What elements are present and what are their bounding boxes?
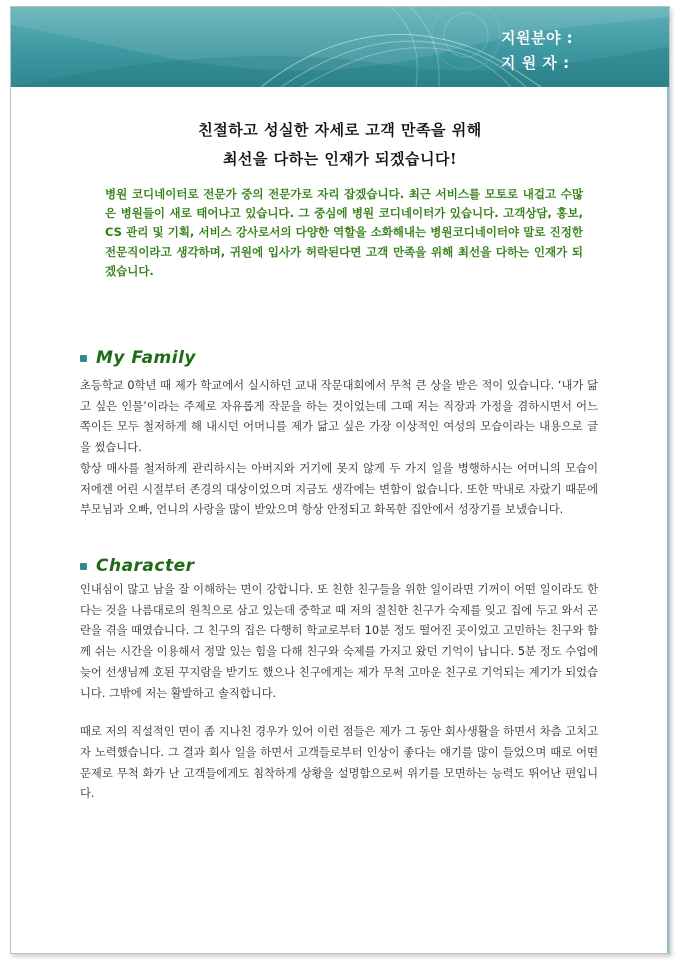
- intro-paragraph: 병원 코디네이터로 전문가 중의 전문가로 자리 잡겠습니다. 최근 서비스를 모토로 내걸고 수많은 병원들이 새로 태어나고 있습니다. 그 중심에 병원 코디네이터가 있습니다. 고객상담, 홍보, CS 관리 및 기획, 서비스 강사로서의 다양한 역할을 소화해내는 병원코디네이터야 말로 진정한 전문직이라고 생각하며, 귀원에 입사가 허락된다면 고객 만족을 위해 최선을 다하는 인재가 되겠습니다.: [105, 187, 583, 278]
- headline-line-2: 최선을 다하는 인재가 되겠습니다!: [222, 150, 458, 168]
- section-title: My Family: [96, 348, 197, 368]
- paragraph: 때로 저의 직설적인 면이 좀 지나친 경우가 있어 이런 점들은 제가 그 동안 회사생활을 하면서 차츰 고치고자 노력했습니다. 그 결과 회사 일을 하면서 고객들로부터 인상이 좋다는 얘기를 많이 들었으며 때로 어떤 문제로 무척 화가 난 고객들에게도 침착하게 상황을 설명함으로써 위기를 모면하는 능력도 뛰어난 편입니다.: [80, 725, 598, 801]
- section-heading-character: [80, 556, 195, 576]
- headline-line-1: 친절하고 성실한 자세로 고객 만족을 위해: [198, 121, 482, 139]
- paragraph: 항상 매사를 철저하게 관리하시는 아버지와 거기에 못지 않게 두 가지 일을 병행하시는 어머니의 모습이 저에겐 어린 시절부터 존경의 대상이었으며 지금도 생각에는 변함이 없습니다. 또한 막내로 자랐기 때문에 부모님과 오빠, 언니의 사랑을 많이 받았으며 항상 안정되고 화목한 집안에서 성장기를 보냈습니다.: [80, 461, 598, 517]
- right-accent-stripe: [667, 87, 669, 953]
- paragraph: 초등학교 0학년 때 제가 학교에서 실시하던 교내 작문대회에서 무척 큰 상을 받은 적이 있습니다. ‘내가 닮고 싶은 인물’이라는 주제로 자유롭게 작문을 하는 것이었는데 그때 저는 직장과 가정을 겸하시면서 어느 쪽이든 모두 철저하게 해 내시던 어머니를 제가 닮고 싶은 가장 이상적인 여성의 모습이라는 내용으로 글을 썼습니다.: [80, 379, 598, 455]
- square-bullet-icon: [80, 563, 87, 570]
- applicant-label: 지 원 자 :: [501, 54, 570, 72]
- paragraph: 인내심이 많고 남을 잘 이해하는 면이 강합니다. 또 친한 친구들을 위한 일이라면 기꺼이 어떤 일이라도 한다는 것을 나름대로의 원칙으로 삼고 있는데 중학교 때 저의 절친한 친구가 숙제를 잊고 집에 두고 와서 곤란을 겪을 때였습니다. 그 친구의 집은 다행히 학교로부터 10분 정도 떨어진 곳이었고 고민하는 친구와 함께 쉬는 시간을 이용해서 정말 있는 힘을 다해 친구와 숙제를 가지고 왔던 기억이 납니다. 5분 정도 수업에 늦어 선생님께 호된 꾸지람을 받기도 했으나 친구에게는 제가 무척 고마운 친구로 기억되는 계기가 되었습니다. 그밖에 저는 활발하고 솔직합니다.: [80, 583, 598, 700]
- section-heading-family: [80, 348, 196, 368]
- section-title: Character: [96, 556, 195, 576]
- character-section-body: [80, 580, 598, 805]
- family-section-body: [80, 376, 598, 521]
- square-bullet-icon: [80, 355, 87, 362]
- field-label: 지원분야 :: [501, 29, 574, 47]
- header-banner: [11, 7, 669, 87]
